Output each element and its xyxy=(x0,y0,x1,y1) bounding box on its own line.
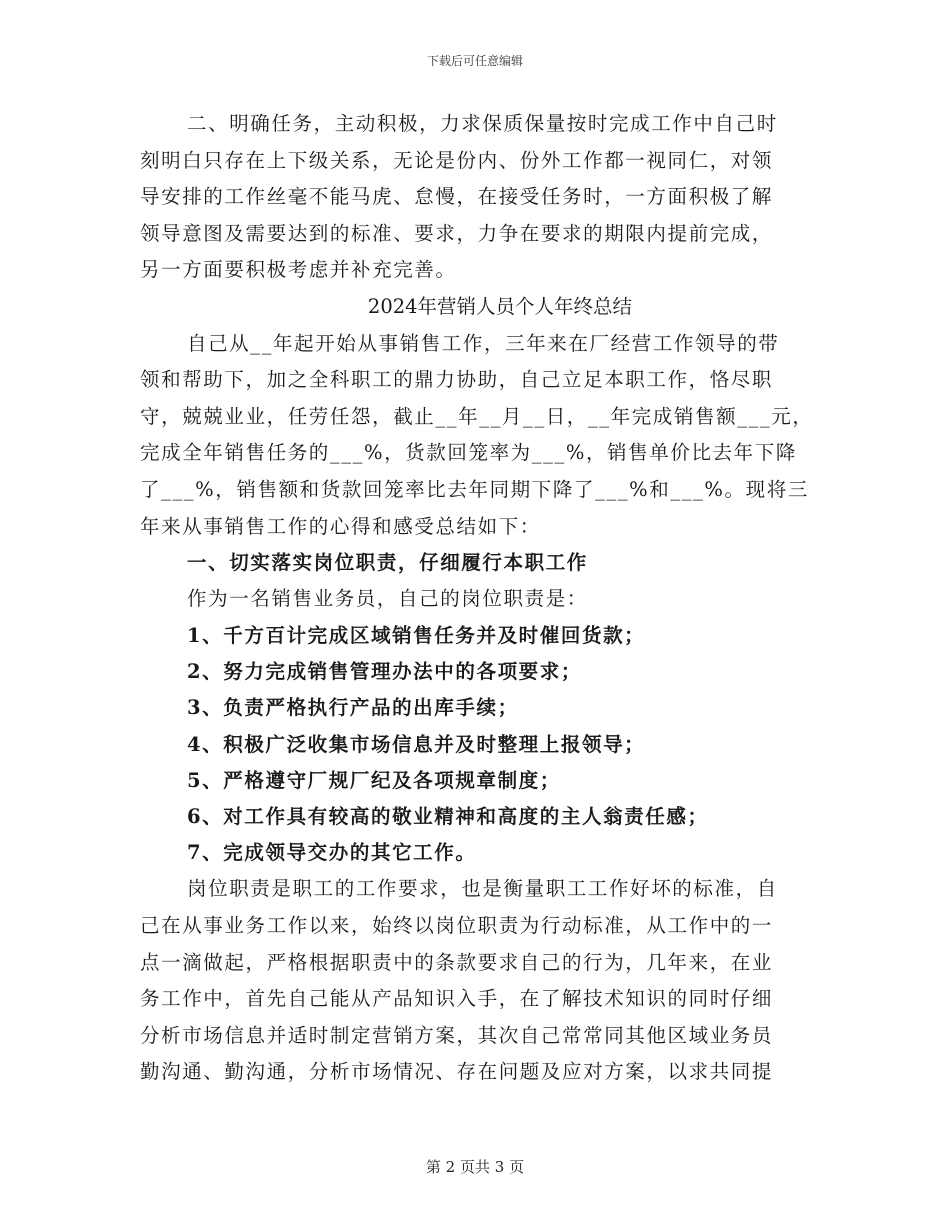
duty-item: 7、完成领导交办的其它工作。 xyxy=(187,841,477,865)
section-two-line: 领导意图及需要达到的标准、要求，力争在要求的期限内提前完成， xyxy=(140,221,774,245)
duty-item: 3、负责严格执行产品的出库手续； xyxy=(187,696,519,720)
section-two-line: 刻明白只存在上下级关系，无论是份内、份外工作都一视同仁，对领 xyxy=(140,148,774,172)
intro-line: 守，兢兢业业，任劳任怨，截止__年__月__日，__年完成销售额___元， xyxy=(140,404,814,428)
intro-line: 领和帮助下，加之全科职工的鼎力协助，自己立足本职工作，恪尽职 xyxy=(140,368,774,392)
intro-line: 了___%，销售额和货款回笼率比去年同期下降了___%和___%。现将三 xyxy=(140,477,809,501)
intro-line: 自己从__年起开始从事销售工作，三年来在厂经营工作领导的带 xyxy=(187,331,780,355)
section-two-line: 二、明确任务，主动积极，力求保质保量按时完成工作中自己时 xyxy=(187,112,778,135)
section-two-line: 导安排的工作丝毫不能马虎、怠慢，在接受任务时，一方面积极了解 xyxy=(140,185,774,209)
page-header: 下载后可任意编辑 xyxy=(426,54,523,68)
closing-line: 勤沟通、勤沟通，分析市场情况、存在问题及应对方案，以求共同提 xyxy=(140,1060,774,1084)
section-heading: 一、切实落实岗位职责，仔细履行本职工作 xyxy=(187,551,588,575)
document-title: 2024年营销人员个人年终总结 xyxy=(367,294,633,318)
duty-item: 2、努力完成销售管理办法中的各项要求； xyxy=(187,660,582,684)
closing-line: 分析市场信息并适时制定营销方案，其次自己常常同其他区域业务员 xyxy=(140,1023,774,1047)
intro-line: 完成全年销售任务的___%，货款回笼率为___%，销售单价比去年下降 xyxy=(140,441,797,465)
closing-line: 点一滴做起，严格根据职责中的条款要求自己的行为，几年来，在业 xyxy=(140,950,774,974)
page-footer: 第 2 页共 3 页 xyxy=(425,1158,525,1176)
section-two-line: 另一方面要积极考虑并补充完善。 xyxy=(140,258,457,282)
duty-item: 6、对工作具有较高的敬业精神和高度的主人翁责任感； xyxy=(187,804,709,828)
intro-line: 年来从事销售工作的心得和感受总结如下： xyxy=(140,514,541,538)
duty-item: 4、积极广泛收集市场信息并及时整理上报领导； xyxy=(187,732,646,756)
duty-item: 5、严格遵守厂规厂纪及各项规章制度； xyxy=(187,768,561,792)
duty-item: 1、千方百计完成区域销售任务并及时催回货款； xyxy=(187,623,646,647)
closing-line: 己在从事业务工作以来，始终以岗位职责为行动标准，从工作中的一 xyxy=(140,913,774,937)
closing-line: 务工作中，首先自己能从产品知识入手，在了解技术知识的同时仔细 xyxy=(140,987,774,1011)
document-body xyxy=(140,106,820,1091)
duties-intro: 作为一名销售业务员，自己的岗位职责是： xyxy=(187,587,588,611)
closing-line: 岗位职责是职工的工作要求，也是衡量职工工作好坏的标准，自 xyxy=(187,877,778,901)
